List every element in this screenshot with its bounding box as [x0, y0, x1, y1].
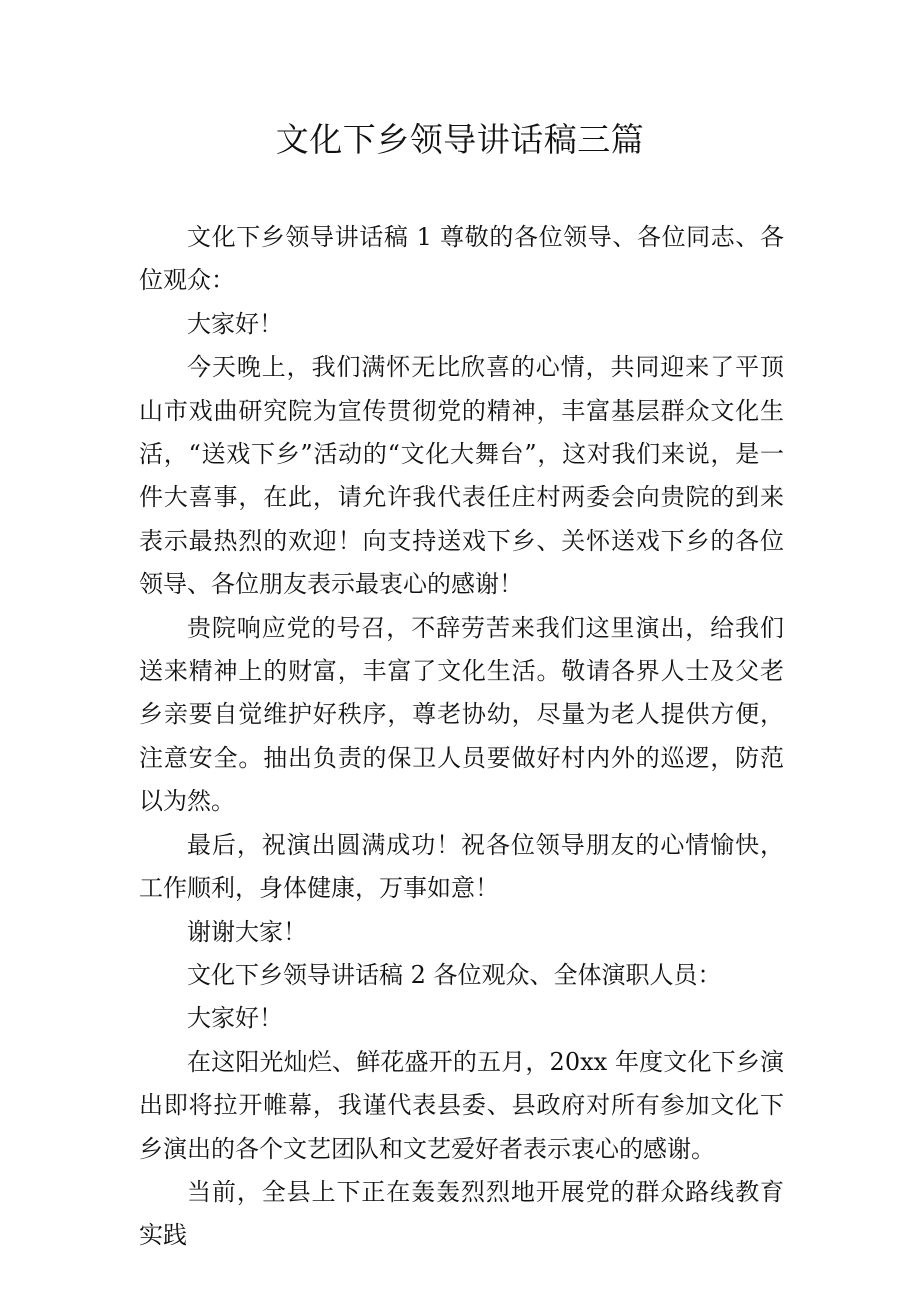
paragraph: 最后，祝演出圆满成功！祝各位领导朋友的心情愉快，工作顺利，身体健康，万事如意！	[139, 830, 784, 903]
paragraph: 谢谢大家！	[187, 917, 307, 946]
paragraph: 在这阳光灿烂、鲜花盛开的五月，20xx 年度文化下乡演出即将拉开帷幕，我谨代表县委、县政府对所有参加文化下乡演出的各个文艺团队和文艺爱好者表示衷心的感谢。	[139, 1047, 784, 1163]
paragraph: 今天晚上，我们满怀无比欣喜的心情，共同迎来了平顶山市戏曲研究院为宣传贯彻党的精神，丰富基层群众文化生活，“送戏下乡”活动的“文化大舞台”，这对我们来说，是一件大喜事，在此，请允许我代表任庄村两委会向贵院的到来表示最热烈的欢迎！向支持送戏下乡、关怀送戏下乡的各位领导、各位朋友表示最衷心的感谢！	[139, 353, 784, 599]
paragraph: 大家好！	[187, 1004, 283, 1033]
paragraph: 文化下乡领导讲话稿 2 各位观众、全体演职人员：	[187, 960, 722, 989]
paragraph: 文化下乡领导讲话稿 1 尊敬的各位领导、各位同志、各位观众：	[139, 223, 784, 295]
paragraph: 当前，全县上下正在轰轰烈烈地开展党的群众路线教育实践	[139, 1177, 784, 1250]
paragraph: 贵院响应党的号召，不辞劳苦来我们这里演出，给我们送来精神上的财富，丰富了文化生活。敬请各界人士及父老乡亲要自觉维护好秩序，尊老协幼，尽量为老人提供方便，注意安全。抽出负责的保卫人员要做好村内外的巡逻，防范以为然。	[139, 613, 784, 816]
document-title: 文化下乡领导讲话稿三篇	[275, 120, 645, 159]
document-body	[139, 216, 784, 1258]
paragraph: 大家好！	[187, 309, 283, 338]
